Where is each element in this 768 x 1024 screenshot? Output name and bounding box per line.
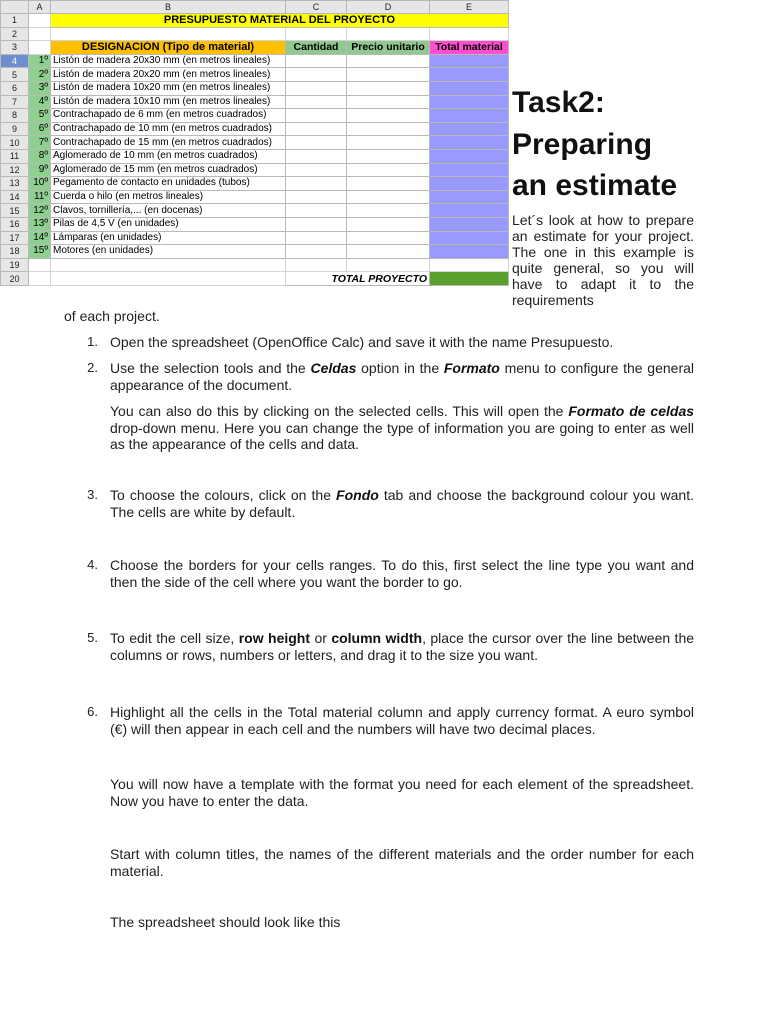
quantity-cell	[286, 136, 347, 150]
intro-paragraph: Let´s look at how to prepare an estimate for your project. The one in this example is quite general, so you will have to adapt it to the requirements	[512, 212, 694, 308]
total-project-cell	[430, 272, 509, 286]
text-run: To choose the colours, click on the	[110, 487, 337, 503]
order-number: 1º	[29, 54, 51, 68]
col-header-c: C	[286, 1, 347, 14]
row-number: 19	[1, 258, 29, 272]
quantity-cell	[286, 190, 347, 204]
header-quantity: Cantidad	[286, 41, 347, 55]
quantity-cell	[286, 204, 347, 218]
order-number: 14º	[29, 231, 51, 245]
task-title-line-1: Task2:	[512, 86, 605, 119]
step-text	[110, 557, 694, 590]
material-row	[1, 109, 509, 123]
total-material-cell	[430, 217, 509, 231]
step-number: 6.	[87, 704, 98, 719]
order-number: 12º	[29, 204, 51, 218]
row-number: 12	[1, 163, 29, 177]
total-material-cell	[430, 68, 509, 82]
material-row	[1, 245, 509, 259]
order-number: 11º	[29, 190, 51, 204]
row-number: 4	[1, 54, 29, 68]
text-run: To edit the cell size,	[110, 630, 239, 646]
task-title-line-2: Preparing	[512, 127, 653, 161]
material-name: Cuerda o hilo (en metros lineales)	[51, 190, 286, 204]
step-text	[110, 334, 694, 351]
step-text	[110, 403, 694, 453]
text-run: Highlight all the cells in the Total material column and apply currency format. A euro symbol (€) will then appear in each cell and the numbers will have two decimal places.	[110, 704, 694, 737]
row-number: 20	[1, 272, 29, 286]
material-name: Listón de madera 20x30 mm (en metros lineales)	[51, 54, 286, 68]
row-number: 11	[1, 149, 29, 163]
material-row	[1, 54, 509, 68]
intro-paragraph-continued: of each project.	[64, 308, 160, 324]
bold-term: column width	[331, 630, 423, 646]
row-number: 7	[1, 95, 29, 109]
unit-price-cell	[347, 95, 430, 109]
text-run: option in the	[356, 360, 444, 376]
step-text	[110, 776, 694, 809]
row-number: 18	[1, 245, 29, 259]
sheet-row-19	[1, 258, 509, 272]
total-material-cell	[430, 245, 509, 259]
material-name: Motores (en unidades)	[51, 245, 286, 259]
material-row	[1, 190, 509, 204]
unit-price-cell	[347, 54, 430, 68]
text-run: You can also do this by clicking on the selected cells. This will open the	[110, 403, 569, 419]
text-run: tab and choose the background colour you want. The cells are white by default.	[110, 487, 694, 520]
col-header-e: E	[430, 1, 509, 14]
unit-price-cell	[347, 231, 430, 245]
order-number: 15º	[29, 245, 51, 259]
row-number: 3	[1, 41, 29, 55]
row-number: 17	[1, 231, 29, 245]
spreadsheet-image	[0, 0, 512, 294]
row-number: 1	[1, 14, 29, 28]
order-number: 6º	[29, 122, 51, 136]
text-run: Use the selection tools and the	[110, 360, 311, 376]
total-project-label: TOTAL PROYECTO	[286, 272, 430, 286]
total-material-cell	[430, 136, 509, 150]
material-row	[1, 68, 509, 82]
order-number: 10º	[29, 177, 51, 191]
text-run: You will now have a template with the format you need for each element of the spreadsheet. Now you have to enter the data.	[110, 776, 694, 809]
unit-price-cell	[347, 163, 430, 177]
row-number: 5	[1, 68, 29, 82]
text-run: Open the spreadsheet (OpenOffice Calc) and save it with the name Presupuesto.	[110, 334, 614, 350]
material-name: Contrachapado de 15 mm (en metros cuadrados)	[51, 136, 286, 150]
material-row	[1, 95, 509, 109]
material-name: Contrachapado de 6 mm (en metros cuadrados)	[51, 109, 286, 123]
unit-price-cell	[347, 204, 430, 218]
total-material-cell	[430, 190, 509, 204]
quantity-cell	[286, 231, 347, 245]
corner-cell	[1, 1, 29, 14]
col-header-d: D	[347, 1, 430, 14]
row-number: 13	[1, 177, 29, 191]
unit-price-cell	[347, 81, 430, 95]
col-header-a: A	[29, 1, 51, 14]
unit-price-cell	[347, 190, 430, 204]
material-name: Listón de madera 20x20 mm (en metros lineales)	[51, 68, 286, 82]
step-text	[110, 914, 694, 931]
unit-price-cell	[347, 245, 430, 259]
header-unit-price: Precio unitario	[347, 41, 430, 55]
step-text	[110, 704, 694, 737]
total-material-cell	[430, 149, 509, 163]
material-row	[1, 204, 509, 218]
material-name: Aglomerado de 15 mm (en metros cuadrados)	[51, 163, 286, 177]
material-name: Listón de madera 10x20 mm (en metros lineales)	[51, 81, 286, 95]
material-row	[1, 81, 509, 95]
material-row	[1, 177, 509, 191]
row-number: 2	[1, 27, 29, 41]
quantity-cell	[286, 163, 347, 177]
material-row	[1, 136, 509, 150]
sheet-total-row	[1, 272, 509, 286]
total-material-cell	[430, 122, 509, 136]
row-number: 10	[1, 136, 29, 150]
quantity-cell	[286, 54, 347, 68]
total-material-cell	[430, 204, 509, 218]
quantity-cell	[286, 95, 347, 109]
text-run: Start with column titles, the names of the different materials and the order number for each material.	[110, 846, 694, 879]
row-number: 16	[1, 217, 29, 231]
quantity-cell	[286, 177, 347, 191]
order-number: 9º	[29, 163, 51, 177]
order-number: 13º	[29, 217, 51, 231]
step-text	[110, 360, 694, 393]
unit-price-cell	[347, 149, 430, 163]
material-name: Contrachapado de 10 mm (en metros cuadrados)	[51, 122, 286, 136]
text-run: The spreadsheet should look like this	[110, 914, 341, 930]
material-row	[1, 163, 509, 177]
material-name: Lámparas (en unidades)	[51, 231, 286, 245]
task-title-line-3: an estimate	[512, 169, 678, 202]
sheet-title: PRESUPUESTO MATERIAL DEL PROYECTO	[51, 14, 509, 28]
order-number: 7º	[29, 136, 51, 150]
text-run: menu to configure the general appearance of the document.	[110, 360, 695, 393]
order-number: 4º	[29, 95, 51, 109]
budget-table	[0, 0, 509, 286]
material-row	[1, 149, 509, 163]
total-material-cell	[430, 231, 509, 245]
row-number: 9	[1, 122, 29, 136]
column-header-row	[1, 1, 509, 14]
emphasis-term: Formato de celdas	[568, 403, 695, 419]
step-number: 3.	[87, 487, 98, 502]
total-material-cell	[430, 177, 509, 191]
col-header-b: B	[51, 1, 286, 14]
emphasis-term: Celdas	[310, 360, 357, 376]
order-number: 8º	[29, 149, 51, 163]
total-material-cell	[430, 81, 509, 95]
step-number: 2.	[87, 360, 98, 375]
row-number: 8	[1, 109, 29, 123]
step-text	[110, 487, 694, 520]
material-name: Clavos, tornillería,... (en docenas)	[51, 204, 286, 218]
material-name: Pilas de 4,5 V (en unidades)	[51, 217, 286, 231]
unit-price-cell	[347, 177, 430, 191]
row-number: 15	[1, 204, 29, 218]
quantity-cell	[286, 217, 347, 231]
text-run: , place the cursor over the line between the columns or rows, numbers or letters, and drag it to the size you want.	[110, 630, 695, 663]
order-number: 5º	[29, 109, 51, 123]
emphasis-term: Formato	[443, 360, 500, 376]
quantity-cell	[286, 149, 347, 163]
step-number: 4.	[87, 557, 98, 572]
sheet-header-row	[1, 41, 509, 55]
quantity-cell	[286, 245, 347, 259]
step-text	[110, 630, 694, 663]
text-run: Choose the borders for your cells ranges. To do this, first select the line type you want and then the side of the cell where you want the border to go.	[110, 557, 694, 590]
material-row	[1, 122, 509, 136]
step-number: 5.	[87, 630, 98, 645]
row-number: 14	[1, 190, 29, 204]
bold-term: row height	[238, 630, 311, 646]
row-number: 6	[1, 81, 29, 95]
material-row	[1, 231, 509, 245]
unit-price-cell	[347, 68, 430, 82]
material-name: Listón de madera 10x10 mm (en metros lineales)	[51, 95, 286, 109]
header-designation: DESIGNACIÓN (Tipo de material)	[51, 41, 286, 55]
unit-price-cell	[347, 122, 430, 136]
unit-price-cell	[347, 136, 430, 150]
unit-price-cell	[347, 109, 430, 123]
total-material-cell	[430, 109, 509, 123]
material-name: Aglomerado de 10 mm (en metros cuadrados)	[51, 149, 286, 163]
total-material-cell	[430, 95, 509, 109]
total-material-cell	[430, 163, 509, 177]
order-number: 3º	[29, 81, 51, 95]
material-name: Pegamento de contacto en unidades (tubos)	[51, 177, 286, 191]
material-row	[1, 217, 509, 231]
header-total: Total material	[430, 41, 509, 55]
order-number: 2º	[29, 68, 51, 82]
task-title	[512, 82, 762, 207]
text-run: or	[310, 630, 332, 646]
sheet-row-2	[1, 27, 509, 41]
quantity-cell	[286, 109, 347, 123]
text-run: drop-down menu. Here you can change the type of information you are going to enter as well as the appearance of the cells and data.	[110, 419, 694, 452]
quantity-cell	[286, 68, 347, 82]
sheet-row-1	[1, 14, 509, 28]
emphasis-term: Fondo	[336, 487, 379, 503]
quantity-cell	[286, 122, 347, 136]
step-text	[110, 846, 694, 879]
step-number: 1.	[87, 334, 98, 349]
unit-price-cell	[347, 217, 430, 231]
total-material-cell	[430, 54, 509, 68]
quantity-cell	[286, 81, 347, 95]
